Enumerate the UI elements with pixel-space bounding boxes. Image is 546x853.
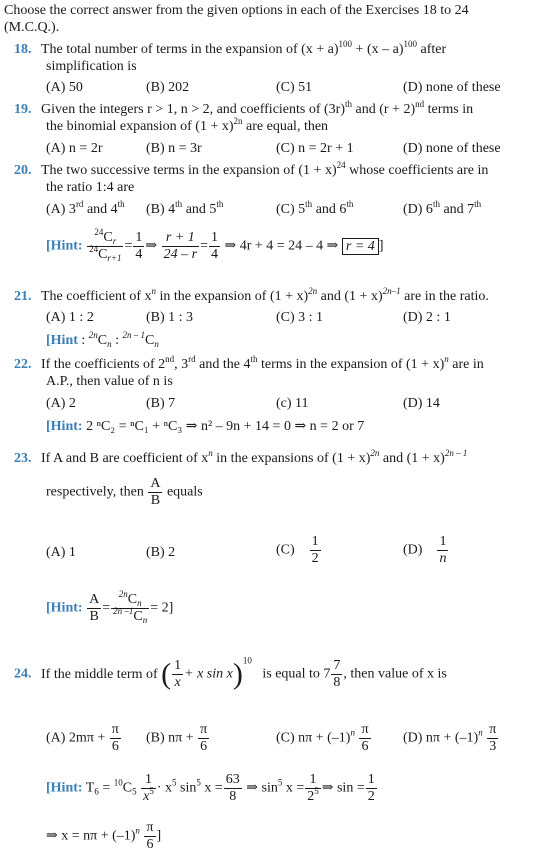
option-d: (D) 14 xyxy=(403,396,440,411)
question-number: 18. xyxy=(14,42,32,57)
option-a: (A) 1 : 2 xyxy=(46,310,94,325)
option-c: (C) 5th and 6th xyxy=(276,199,354,217)
question-23-line2: respectively, then $\frac{A}{B}$ equals xyxy=(46,476,203,508)
option-b: (B) 202 xyxy=(146,80,190,95)
option-c: (C) n = 2r + 1 xyxy=(276,141,354,156)
question-18: 18. The total number of terms in the expansion of $(x + a)^{100} + (x - a)^{100}$ after xyxy=(14,39,447,57)
option-c: (C) $\frac{1}{2}$ xyxy=(276,534,319,566)
question-24: 24. If the middle term of ( $\frac{1}{x}$ + x sin x)$^{10}$ is equal to 7 $\frac{7}{8}$ , then value of x is xyxy=(14,655,447,691)
hint-23: [Hint: $\frac{A}{B}$ = $\frac{^{2n}C_n}{^{2n -1}C_n}$ = 2] xyxy=(46,589,174,625)
option-d: (D) $\frac{1}{n}$ xyxy=(403,534,447,566)
option-c: (c) 11 xyxy=(276,396,309,411)
question-22-line2: A.P., then value of n is xyxy=(46,374,173,389)
option-d: (D) $n\pi + (-1)^n$ $\frac{\pi}{3}$ xyxy=(403,722,497,754)
question-19: 19. Given the integers r > 1, n > 2, and coefficients of $(3r)^{th}$ and $(r + 2)^{nd}$ terms in xyxy=(14,99,474,117)
option-d: (D) 2 : 1 xyxy=(403,310,451,325)
option-a: (A) n = 2r xyxy=(46,141,103,156)
exercise-instructions: Choose the correct answer from the given options in each of the Exercises 18 to 24 (M.C.Q.). xyxy=(4,3,469,35)
option-b: (B) 2 xyxy=(146,545,176,560)
question-23: 23. If A and B are coefficient of $x^n$ in the expansions of $(1 + x)^{2n}$ and $(1 + x)^{2n - 1}$ xyxy=(14,448,468,466)
option-d: (D) none of these xyxy=(403,80,501,95)
question-20: 20. The two successive terms in the expansion of $(1 + x)^{24}$ whose coefficients are in xyxy=(14,160,489,178)
option-d: (D) 6th and 7th xyxy=(403,199,482,217)
option-b: (B) 1 : 3 xyxy=(146,310,194,325)
option-c: (C) 3 : 1 xyxy=(276,310,324,325)
option-a: (A) 2mπ + $\frac{\pi}{6}$ xyxy=(46,722,119,754)
hint-24: [Hint: $T_6 = ^{10}C_5$ $\frac{1}{x^5}$ · $x^5$ $\sin^5 x$ = $\frac{63}{8}$ ⇒ $\sin^5 x$ = $\frac{1}{2^5}$ ⇒ sin = $\frac{1}{2}$ xyxy=(46,772,375,804)
question-22: 22. If the coefficients of 2nd, 3rd and the 4th terms in the expansion of $(1 + x)^n$ are in xyxy=(14,354,484,372)
question-20-line2: the ratio 1:4 are xyxy=(46,180,135,195)
option-b: (B) n = 3r xyxy=(146,141,202,156)
hint-20: [Hint: $\frac{^{24}C_r}{^{24}C_{r+1}}$ = $\frac{1}{4}$ ⇒ $\frac{r + 1}{24 - r}$ = $\frac{1}{4}$ ⇒ 4r + 4 = 24 – 4 ⇒ r = 4 ] xyxy=(46,227,384,263)
option-a: (A) 1 xyxy=(46,545,76,560)
question-21: 21. The coefficient of $x^n$ in the expansion of $(1 + x)^{2n}$ and $(1 + x)^{2n-1}$ are in the ratio. xyxy=(14,286,489,304)
option-a: (A) 2 xyxy=(46,396,76,411)
hint-24-line2: ⇒ $x = n\pi + (-1)^n$ $\frac{\pi}{6}$ ] xyxy=(46,820,162,852)
option-c: (C) 51 xyxy=(276,80,313,95)
hint-21: [Hint : $^{2n}C_n$ : $^{2n - 1}C_n$ xyxy=(46,330,159,349)
option-b: (B) 7 xyxy=(146,396,176,411)
question-18-line2: simplification is xyxy=(46,59,137,74)
option-a: (A) 50 xyxy=(46,80,83,95)
answer-box: r = 4 xyxy=(342,238,379,255)
question-19-line2: the binomial expansion of $(1 + x)^{2n}$ are equal, then xyxy=(46,116,329,134)
option-a: (A) 3rd and 4th xyxy=(46,199,125,217)
option-b: (B) 4th and 5th xyxy=(146,199,224,217)
option-d: (D) none of these xyxy=(403,141,501,156)
option-c: (C) $n\pi + (-1)^n$ $\frac{\pi}{6}$ xyxy=(276,722,369,754)
option-b: (B) nπ + $\frac{\pi}{6}$ xyxy=(146,722,208,754)
hint-22: [Hint: 2 ⁿC₂ = ⁿC₁ + ⁿC₃ ⇒ n² – 9n + 14 = 0 ⇒ n = 2 or 7 xyxy=(46,419,365,434)
